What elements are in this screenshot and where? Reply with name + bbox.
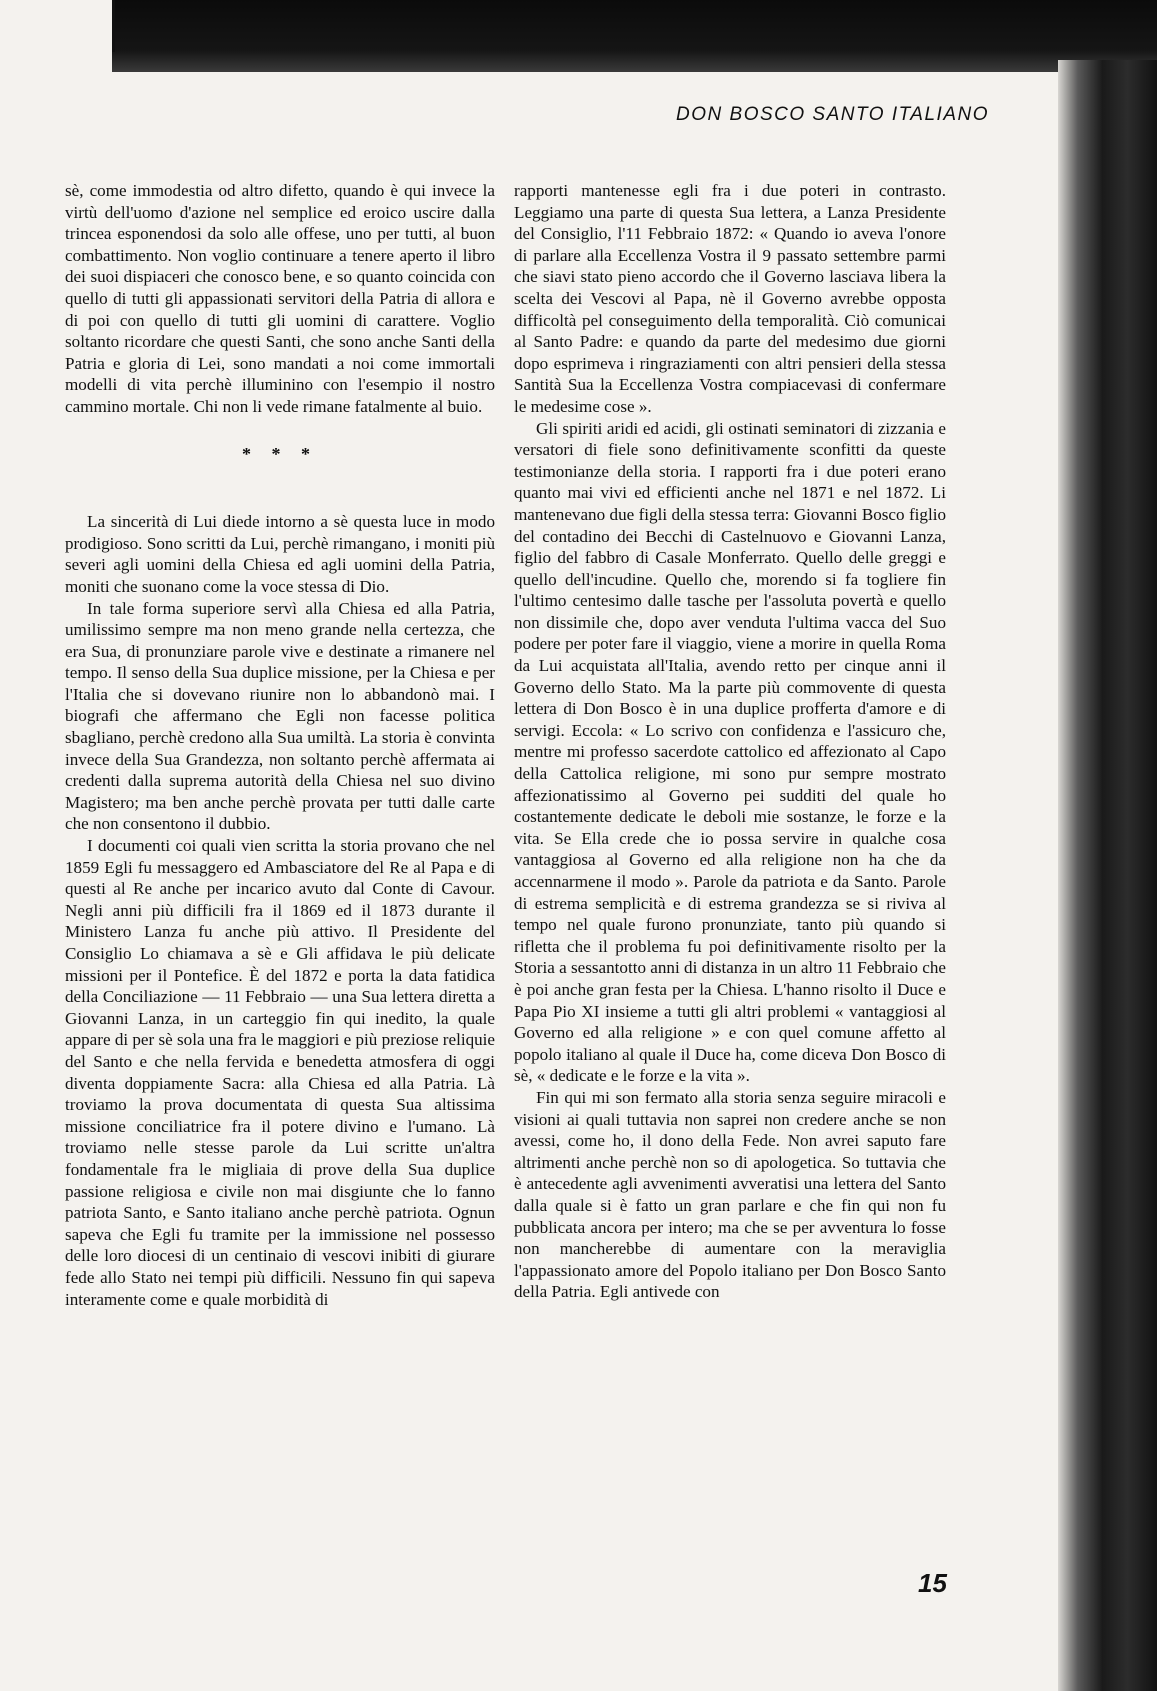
scan-border-top xyxy=(112,0,1157,72)
page-corner xyxy=(0,0,115,52)
right-paragraph-3: Fin qui mi son fermato alla storia senza seguire miracoli e visioni ai quali tuttavia non saprei non credere anche se non avessi, come ho, il dono della Fede. Non avrei saputo fare altrimenti anche perchè non so di apologetica. So tuttavia che è antecedente agli avvenimenti avveratisi una lettera del Santo dalla quale si è fatto un gran parlare e che fin qui non fu pubblicata ancora per intero; ma che se per avventura lo fosse non mancherebbe di aumentare con la meraviglia l'appassionato amore del Popolo italiano per Don Bosco Santo della Patria. Egli antivede con xyxy=(514,1087,946,1302)
left-column xyxy=(65,180,495,1310)
left-paragraph-1: sè, come immodestia od altro difetto, quando è qui invece la virtù dell'uomo d'azione nel semplice ed eroico uscire dalla trincea esponendosi da solo alle offese, uno per tutti, al buon combattimento. Non voglio continuare a tenere aperto il libro dei suoi dispiaceri che conosco bene, e so quanto coincida con quello di tutti gli appassionati servitori della Patria di allora e di poi con quello di tutti gli uomini di carattere. Voglio soltanto ricordare che questi Santi, che sono anche Santi della Patria e gloria di Lei, sono mandati a noi come immortali modelli di vita perchè illuminino con l'esempio il nostro cammino mortale. Chi non li vede rimane fatalmente al buio. xyxy=(65,181,495,416)
page-number: 15 xyxy=(918,1568,947,1598)
left-paragraph-4: I documenti coi quali vien scritta la storia provano che nel 1859 Egli fu messaggero ed Ambasciatore del Re al Papa e di questi al Re anche per incarico avuto dal Conte di Cavour. Negli anni più difficili fra il 1869 ed il 1873 durante il Ministero Lanza fu anche più attivo. Il Presidente del Consiglio Lo chiamava a sè e Gli affidava le più delicate missioni per il Pontefice. È del 1872 e porta la data fatidica della Conciliazione — 11 Febbraio — una Sua lettera diretta a Giovanni Lanza, in un carteggio fin qui inedito, la quale appare di per sè sola una fra le maggiori e più preziose reliquie del Santo e che nella fervida e benedetta atmosfera di oggi diventa doppiamente Sacra: alla Chiesa ed alla Patria. Là troviamo la prova documentata di questa Sua altissima missione conciliatrice fra il potere divino e l'umano. Là troviamo nelle stesse parole da Lui scritte un'altra fondamentale fra le migliaia di prove della Sua duplice passione religiosa e civile non mai disgiunte che lo fanno patriota Santo, e Santo italiano anche perchè patriota. Ognun sapeva che Egli fu tramite per la immissione nel possesso delle loro diocesi di un centinaio di vescovi inibiti di giurare fede allo Stato nei tempi più difficili. Nessuno fin qui sapeva interamente come e quale morbidità di xyxy=(65,836,496,1309)
left-paragraph-2: La sincerità di Lui diede intorno a sè questa luce in modo prodigioso. Sono scritti da Lui, perchè rimangano, i moniti più severi agli uomini della Chiesa ed agli uomini della Patria, moniti che suonano come la voce stessa di Dio. xyxy=(65,512,495,596)
running-title: DON BOSCO SANTO ITALIANO xyxy=(676,104,989,125)
section-separator: * * * xyxy=(242,443,318,464)
right-column xyxy=(514,180,946,1303)
left-paragraph-3: In tale forma superiore servì alla Chiesa ed alla Patria, umilissimo sempre ma non meno grande nella certezza, che era Sua, di pronunziare parole vive e destinate a rimanere nel tempo. Il senso della Sua duplice missione, per la Chiesa e per l'Italia che si dovevano riunire non lo abbandonò mai. I biografi che affermano che Egli non facesse politica sbagliano, perchè credono alla Sua umiltà. La storia è convinta invece della Sua Grandezza, non soltanto perchè affermata ai credenti dalla suprema autorità della Chiesa nel suo divino Magistero; ma ben anche perchè provata per tutti dalle carte che non consentono il dubbio. xyxy=(65,598,495,834)
right-paragraph-1: rapporti mantenesse egli fra i due poteri in contrasto. Leggiamo una parte di questa Sua lettera, a Lanza Presidente del Consiglio, l'11 Febbraio 1872: « Quando io aveva l'onore di parlare alla Eccellenza Vostra il 9 passato settembre parmi che siavi stato pieno accordo che il Governo lasciava libera la scelta dei Vescovi al Papa, nè il Governo avrebbe opposta difficoltà pel conseguimento della temporalità. Ciò comunicai al Santo Padre: e quando da parte del medesimo due giorni dopo esprimeva i ringraziamenti con altri pensieri della stessa Santità Sua la Eccellenza Vostra compiacevasi di confermare le medesime cose ». xyxy=(514,181,946,416)
right-paragraph-2: Gli spiriti aridi ed acidi, gli ostinati seminatori di zizzania e versatori di fiele sono definitivamente sconfitti da queste testimonianze della storia. I rapporti fra i due poteri erano quanto mai vivi ed efficienti anche nel 1871 e nel 1872. Li mantenevano due figli della stessa terra: Giovanni Bosco figlio del contadino dei Becchi di Castelnuovo e Giovanni Lanza, figlio del fabbro di Casale Monferrato. Quello delle greggi e quello dell'incudine. Quello che, morendo si fa togliere fin l'ultimo centesimo dalle tasche per l'assoluta povertà e quello non dissimile che, dopo aver venduta l'ultima vacca del Suo podere per poter fare il viaggio, viene a morire in quella Roma da Lui acquistata all'Italia, avendo retto per cinque anni il Governo dello Stato. Ma la parte più commovente di questa lettera di Don Bosco è in una duplice profferta d'amore e di servigi. Eccola: « Lo scrivo con confidenza e l'assicuro che, mentre mi professo sacerdote cattolico ed affezionato al Capo della Cattolica religione, mi sono pur sempre mostrato affezionatissimo al Governo pei sudditi del quale ho costantemente dedicate le deboli mie sostanze, le forze e la vita. Se Ella crede che io possa servire in qualche cosa vantaggiosa al Governo ed alla religione non ha che da accennarmene il modo ». Parole da patriota e da Santo. Parole di estrema semplicità e di estrema grandezza se si riviva al tempo nel quale furono pronunziate, tanto più quando si rifletta che il problema fu poi definitivamente risolto per la Storia a sessantotto anni di distanza in un altro 11 Febbraio che è poi anche gran festa per la Chiesa. L'hanno risolto il Duce e Papa Pio XI insieme a tutti gli altri problemi « vantaggiosi al Governo ed alla religione » e con quel comune affetto al popolo italiano al quale il Duce ha, come diceva Don Bosco di sè, « dedicate e le forze e la vita ». xyxy=(514,418,946,1086)
scan-border-right xyxy=(1058,60,1157,1691)
